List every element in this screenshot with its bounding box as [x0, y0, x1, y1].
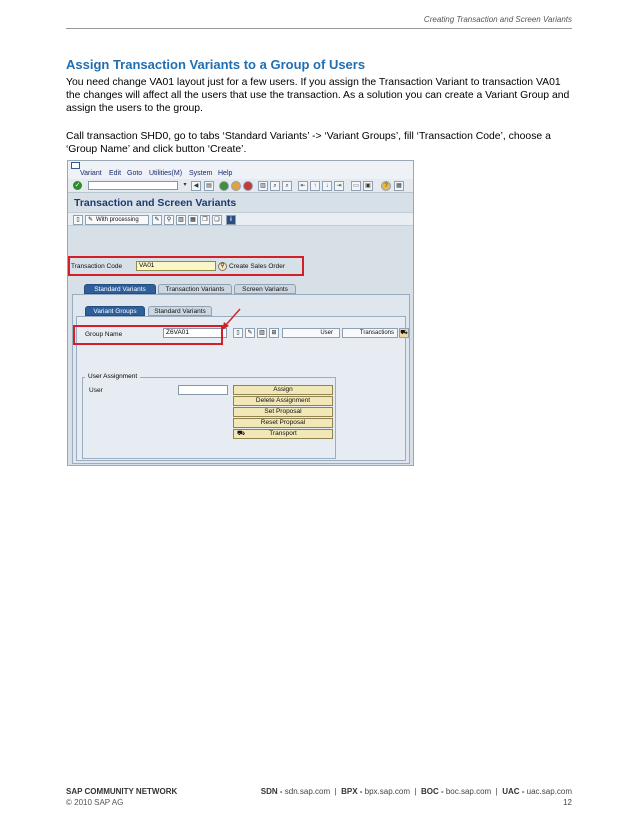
footer-copyright: © 2010 SAP AG [66, 798, 124, 807]
footer-uac-label: UAC - [502, 787, 527, 796]
first-page-icon[interactable]: ⇤ [298, 181, 308, 191]
header-divider [66, 28, 572, 29]
tab-screen-variants[interactable]: Screen Variants [234, 284, 296, 294]
tab-transaction-variants[interactable]: Transaction Variants [158, 284, 232, 294]
pencil-icon: ✎ [88, 217, 94, 223]
help-icon[interactable]: ? [381, 181, 391, 191]
transactions-button-label: Transactions [359, 330, 394, 336]
enter-check-icon[interactable]: ✓ [74, 182, 81, 189]
tcode-description: Create Sales Order [229, 263, 285, 270]
menu-utilities[interactable]: Utilities(M) [149, 170, 183, 177]
last-page-icon[interactable]: ⇥ [334, 181, 344, 191]
change-icon[interactable]: ✎ [152, 215, 162, 225]
footer-sdn-label: SDN - [260, 787, 285, 796]
group-name-highlight [73, 325, 223, 345]
user-button-label: User [320, 330, 333, 336]
copy-as-icon[interactable]: ❏ [212, 215, 222, 225]
instruction-paragraph: Call transaction SHD0, go to tabs ‘Standard Variants’ -> ‘Variant Groups’, fill ‘Transaction Code’, choose a ‘Group Name’ and click button ‘Create’. [66, 131, 551, 155]
next-page-icon[interactable]: ↓ [322, 181, 332, 191]
menu-edit[interactable]: Edit [109, 170, 122, 177]
intro-paragraph: You need change VA01 layout just for a few users. If you assign the Transaction Variant to transaction VA01 the changes will affect all the users that use the transaction. As a solution you can create a Variant Group and assign the users to the group. [66, 77, 570, 114]
find-icon[interactable]: ⌕ [270, 181, 280, 191]
red-arrow-icon [219, 308, 243, 332]
footer-links: SDN - sdn.sap.com | BPX - bpx.sap.com | BOC - boc.sap.com | UAC - uac.sap.com [260, 787, 572, 796]
system-toolbar [68, 179, 413, 193]
menu-system[interactable]: System [189, 170, 213, 177]
tcode-input[interactable]: VA01 [136, 261, 216, 271]
tcode-label: Transaction Code [71, 263, 123, 270]
transactions-button[interactable] [342, 328, 398, 338]
previous-page-icon[interactable]: ↑ [310, 181, 320, 191]
layout-menu-icon[interactable]: ▦ [394, 181, 404, 191]
uac-link[interactable]: uac.sap.com [526, 787, 572, 796]
reset-proposal-button[interactable]: Reset Proposal [233, 418, 333, 428]
with-processing-button[interactable] [85, 215, 149, 225]
user-button[interactable] [282, 328, 340, 338]
bpx-link[interactable]: bpx.sap.com [364, 787, 410, 796]
back-page-icon[interactable]: ◀ [191, 181, 201, 191]
cancel-icon[interactable] [243, 181, 253, 191]
section-title: Assign Transaction Variants to a Group of Users [66, 57, 366, 72]
search-help-icon[interactable]: ⚲ [218, 262, 227, 271]
dropdown-arrow-icon[interactable]: ▾ [183, 182, 187, 188]
with-processing-label: With processing [96, 217, 139, 223]
footer-row-1 [66, 787, 572, 796]
command-field[interactable] [88, 181, 178, 190]
screen-title: Transaction and Screen Variants [74, 197, 237, 209]
set-proposal-button[interactable]: Set Proposal [233, 407, 333, 417]
delete-group-icon[interactable]: ▥ [257, 328, 267, 338]
menu-goto[interactable]: Goto [127, 170, 143, 177]
tcode-highlight [68, 256, 304, 276]
print-icon[interactable]: ▥ [258, 181, 268, 191]
delete-assignment-button[interactable]: Delete Assignment [233, 396, 333, 406]
user-assignment-title: User Assignment [85, 373, 140, 380]
group-hierarchy-icon[interactable]: ⊞ [269, 328, 279, 338]
assign-button[interactable]: Assign [233, 385, 333, 395]
menu-variant[interactable]: Variant [80, 170, 102, 177]
create-icon[interactable]: ▯ [233, 328, 243, 338]
user-assignment-box [82, 373, 336, 459]
user-input[interactable] [178, 385, 228, 395]
menu-help[interactable]: Help [218, 170, 233, 177]
application-toolbar [68, 212, 413, 226]
new-document-icon[interactable]: ▯ [73, 215, 83, 225]
sdn-link[interactable]: sdn.sap.com [284, 787, 331, 796]
menu-bar [68, 161, 413, 179]
transport-button[interactable] [233, 429, 333, 439]
table-icon[interactable]: ▦ [188, 215, 198, 225]
display-icon[interactable]: ⚲ [164, 215, 174, 225]
find-next-icon[interactable]: ⌕ [282, 181, 292, 191]
running-header: Creating Transaction and Screen Variants [423, 15, 572, 24]
info-icon[interactable]: i [226, 215, 236, 225]
tab-sub-standard-variants[interactable]: Standard Variants [148, 306, 212, 316]
tab-variant-groups[interactable]: Variant Groups [85, 306, 145, 316]
page-number: 12 [563, 798, 572, 807]
footer-network: SAP COMMUNITY NETWORK [66, 787, 178, 796]
footer-boc-label: BOC - [420, 787, 446, 796]
back-icon[interactable] [219, 181, 229, 191]
new-session-icon[interactable]: ▭ [351, 181, 361, 191]
user-label: User [89, 387, 103, 394]
group-name-label: Group Name [85, 331, 123, 338]
boc-link[interactable]: boc.sap.com [445, 787, 492, 796]
footer-bpx-label: BPX - [341, 787, 365, 796]
save-icon[interactable]: ▤ [204, 181, 214, 191]
footer-row-2 [66, 798, 572, 807]
truck-icon: ⛟ [237, 430, 246, 437]
transport-icon[interactable]: ⛟ [400, 330, 408, 336]
exit-icon[interactable] [231, 181, 241, 191]
window-menu-icon[interactable] [71, 162, 80, 169]
main-tabstrip [74, 284, 404, 294]
group-name-input[interactable]: Z6VA01 [163, 328, 227, 338]
delete-icon[interactable]: ▥ [176, 215, 186, 225]
tab-standard-variants[interactable]: Standard Variants [84, 284, 156, 294]
transport-button-label: Transport [269, 430, 297, 437]
shortcut-icon[interactable]: ▣ [363, 181, 373, 191]
change-group-icon[interactable]: ✎ [245, 328, 255, 338]
copy-icon[interactable]: ❐ [200, 215, 210, 225]
